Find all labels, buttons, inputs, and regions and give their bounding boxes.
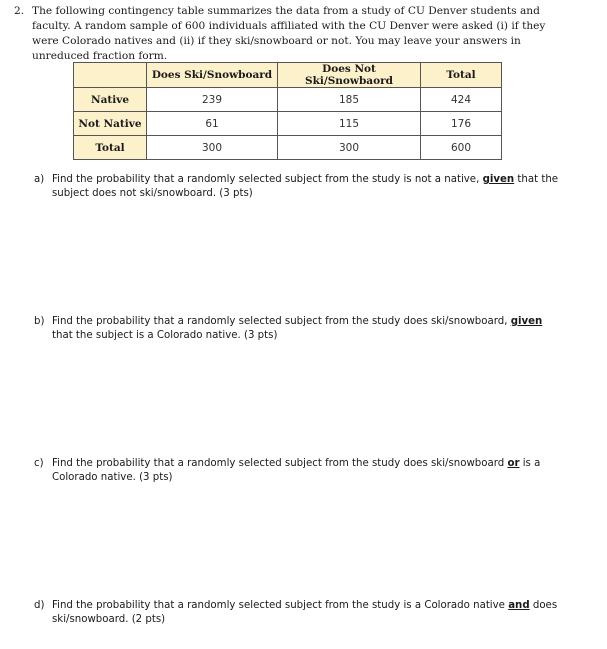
table-cell: 600 xyxy=(421,136,502,160)
table-row xyxy=(74,136,502,160)
table-row xyxy=(74,112,502,136)
table-cell: 300 xyxy=(147,136,278,160)
problem-statement xyxy=(14,4,574,64)
row-header: Not Native xyxy=(74,112,147,136)
table-cell: 61 xyxy=(147,112,278,136)
table-cell: 239 xyxy=(147,88,278,112)
question-b xyxy=(34,315,564,343)
column-header: Total xyxy=(421,63,502,88)
table-cell: 300 xyxy=(278,136,421,160)
emphasis-word: or xyxy=(507,458,520,469)
emphasis-word: given xyxy=(482,174,515,185)
table-cell: 176 xyxy=(421,112,502,136)
question-text: Find the probability that a randomly selected subject from the study is not a native, given that the subject does not ski/snowboard. (3 pts) xyxy=(52,174,559,199)
question-letter: c) xyxy=(34,458,44,469)
column-header: Does Not Ski/Snowbaord xyxy=(278,63,421,88)
question-text: Find the probability that a randomly selected subject from the study does ski/snowboard or is a Colorado native. (3 pts) xyxy=(52,458,541,483)
problem-text: The following contingency table summarizes the data from a study of CU Denver students and faculty. A random sample of 600 individuals affiliated with the CU Denver were asked (i) if they were Colorado natives and (ii) if they ski/snowboard or not. You may leave your answers in unreduced fraction form. xyxy=(32,5,546,62)
table-cell: 115 xyxy=(278,112,421,136)
question-a xyxy=(34,173,564,201)
table-corner-cell xyxy=(74,63,147,88)
contingency-table xyxy=(73,62,502,160)
row-header: Native xyxy=(74,88,147,112)
question-c xyxy=(34,457,564,485)
question-text: Find the probability that a randomly selected subject from the study is a Colorado native and does ski/snowboard. (2 pts) xyxy=(52,600,558,625)
table-cell: 424 xyxy=(421,88,502,112)
problem-number: 2. xyxy=(14,5,25,17)
table-row xyxy=(74,88,502,112)
question-letter: d) xyxy=(34,600,45,611)
question-text: Find the probability that a randomly selected subject from the study does ski/snowboard, given that the subject is a Colorado native. (3 pts) xyxy=(52,316,543,341)
question-d xyxy=(34,599,564,627)
question-letter: a) xyxy=(34,174,45,185)
question-letter: b) xyxy=(34,316,45,327)
row-header: Total xyxy=(74,136,147,160)
emphasis-word: and xyxy=(508,600,530,611)
table-header-row xyxy=(74,63,502,88)
emphasis-word: given xyxy=(510,316,543,327)
column-header: Does Ski/Snowboard xyxy=(147,63,278,88)
table-cell: 185 xyxy=(278,88,421,112)
